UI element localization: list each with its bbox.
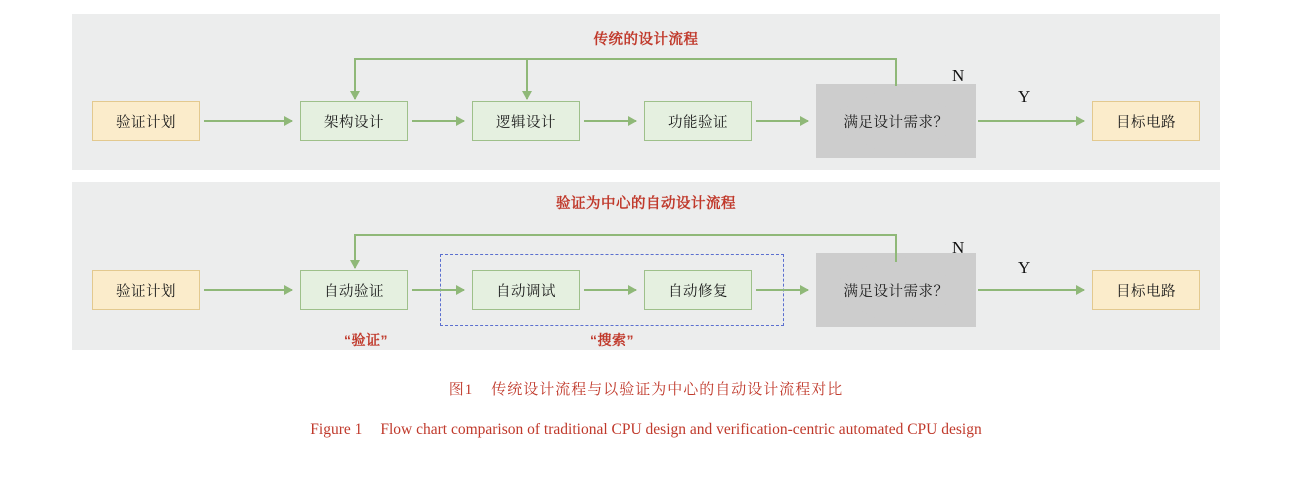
arrow-autodebug-to-autorepair	[584, 289, 636, 291]
node-verification-plan-auto: 验证计划	[92, 270, 200, 310]
caption-cn-text: 传统设计流程与以验证为中心的自动设计流程对比	[491, 382, 844, 398]
branch-label-no-auto: N	[952, 238, 965, 257]
caption-en-text: Flow chart comparison of traditional CPU design and verification-centric automated CPU design	[380, 421, 982, 438]
arrow-arch-to-logic	[412, 120, 464, 122]
arrow-autoverify-to-autodebug	[412, 289, 464, 291]
node-target-circuit: 目标电路	[1092, 101, 1200, 141]
panel-automated-title: 验证为中心的自动设计流程	[556, 196, 736, 212]
node-auto-verification: 自动验证	[300, 270, 408, 310]
figure-caption-chinese	[0, 378, 1292, 399]
decision-label: 满足设计需求？	[843, 283, 949, 300]
node-auto-repair: 自动修复	[644, 270, 752, 310]
node-decision-requirements-met	[816, 84, 976, 158]
node-logic-design: 逻辑设计	[472, 101, 580, 141]
caption-en-label: Figure 1	[310, 421, 363, 438]
panel-automated-flow	[72, 182, 1220, 350]
panel-traditional-title: 传统的设计流程	[593, 32, 699, 48]
feedback-drop-to-autoverify	[354, 234, 356, 268]
caption-cn-label: 图1	[448, 382, 474, 398]
feedback-riser-decision	[895, 58, 897, 86]
node-architecture-design: 架构设计	[300, 101, 408, 141]
branch-label-no: N	[952, 66, 965, 85]
feedback-riser-decision-auto	[895, 234, 897, 262]
feedback-horizontal-auto	[354, 234, 897, 236]
decision-label: 满足设计需求？	[843, 114, 949, 131]
branch-label-yes: Y	[1018, 87, 1031, 106]
arrow-plan-to-autoverify	[204, 289, 292, 291]
feedback-drop-to-arch	[354, 58, 356, 99]
note-search: “搜索”	[590, 332, 634, 348]
note-verification: “验证”	[344, 332, 388, 348]
arrow-autorepair-to-decision	[756, 289, 808, 291]
node-auto-debug: 自动调试	[472, 270, 580, 310]
node-target-circuit-auto: 目标电路	[1092, 270, 1200, 310]
arrow-logic-to-func	[584, 120, 636, 122]
arrow-decision-to-target	[978, 120, 1084, 122]
arrow-plan-to-arch	[204, 120, 292, 122]
panel-traditional-flow	[72, 14, 1220, 170]
feedback-horizontal	[354, 58, 897, 60]
node-verification-plan: 验证计划	[92, 101, 200, 141]
node-decision-requirements-met-auto	[816, 253, 976, 327]
branch-label-yes-auto: Y	[1018, 258, 1031, 277]
arrow-func-to-decision	[756, 120, 808, 122]
feedback-drop-to-logic	[526, 58, 528, 99]
arrow-decision-to-target-auto	[978, 289, 1084, 291]
figure-caption-english	[0, 421, 1292, 439]
node-functional-verification: 功能验证	[644, 101, 752, 141]
